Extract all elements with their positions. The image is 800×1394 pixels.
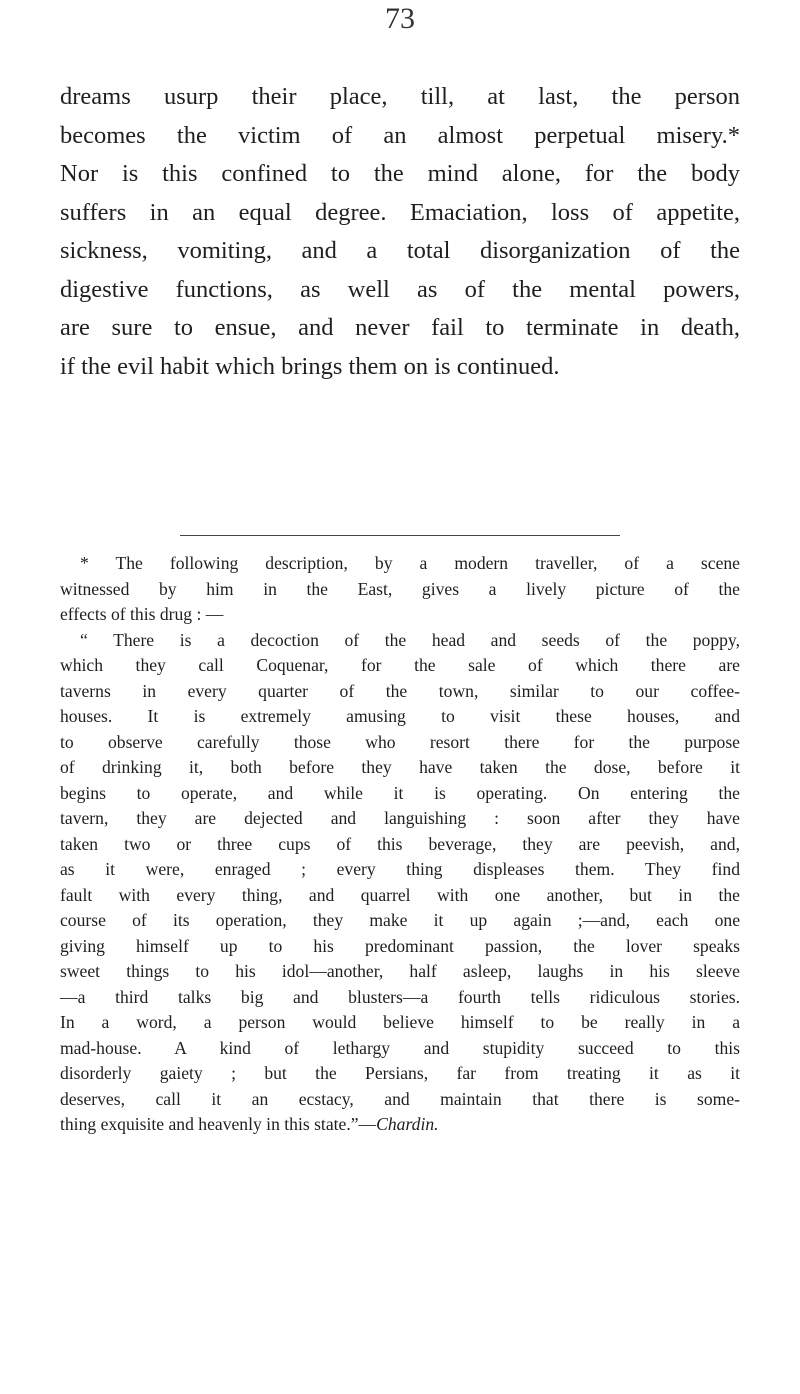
footnote-line: mad-house. A kind of lethargy and stupidity succeed to this [60,1037,740,1058]
footnote-line: * The following description, by a modern traveller, of a scene [80,553,740,573]
footnote-author: Chardin. [376,1114,439,1134]
footnote-line: which they call Coquenar, for the sale of which there are [60,655,740,675]
text-line: digestive functions, as well as of the mental powers, [60,275,740,303]
text-line: sickness, vomiting, and a total disorganization of the [60,237,740,264]
footnote-line: taken two or three cups of this beverage, they are peevish, and, [60,833,740,854]
footnote [60,551,740,1138]
footnote-line: to observe carefully those who resort there for the purpose [60,731,740,752]
footnote-line: deserves, call it an ecstacy, and maintain that there is some- [60,1088,740,1109]
footnote-line: In a word, a person would believe himself to be really in a [60,1012,740,1032]
footnote-line: witnessed by him in the East, gives a lively picture of the [60,578,740,599]
footnote-line: tavern, they are dejected and languishing : soon after they have [60,808,740,828]
footnote-line: sweet things to his idol—another, half asleep, laughs in his sleeve [60,961,740,981]
page-number: 73 [385,2,415,35]
footnote-divider [180,535,620,536]
text-line: are sure to ensue, and never fail to terminate in death, [60,314,740,341]
footnote-line: begins to operate, and while it is operating. On entering the [60,782,740,803]
footnote-line: of drinking it, both before they have taken the dose, before it [60,757,740,777]
text-line: suffers in an equal degree. Emaciation, loss of appetite, [60,198,740,226]
footnote-final-text: thing exquisite and heavenly in this state.”— [60,1114,377,1134]
footnote-line: fault with every thing, and quarrel with one another, but in the [60,884,740,905]
footnote-line: course of its operation, they make it up again ;—and, each one [60,910,740,930]
footnote-final-line [60,1112,740,1138]
footnote-line: taverns in every quarter of the town, similar to our coffee- [60,680,740,701]
text-line: becomes the victim of an almost perpetual misery.* [60,121,740,149]
footnote-line: —a third talks big and blusters—a fourth tells ridiculous stories. [60,986,740,1007]
text-line: if the evil habit which brings them on is continued. [60,352,560,380]
footnote-line: giving himself up to his predominant passion, the lover speaks [60,935,740,956]
footnote-line: disorderly gaiety ; but the Persians, far from treating it as it [60,1063,740,1083]
footnote-line: as it were, enraged ; every thing displeases them. They find [60,859,740,879]
footnote-line: houses. It is extremely amusing to visit these houses, and [60,706,740,726]
text-line: dreams usurp their place, till, at last, the person [60,83,740,110]
footnote-line: effects of this drug : — [60,604,224,624]
footnote-line: “ There is a decoction of the head and seeds of the poppy, [80,629,740,650]
main-text [60,78,740,386]
text-line: Nor is this confined to the mind alone, for the body [60,160,740,187]
